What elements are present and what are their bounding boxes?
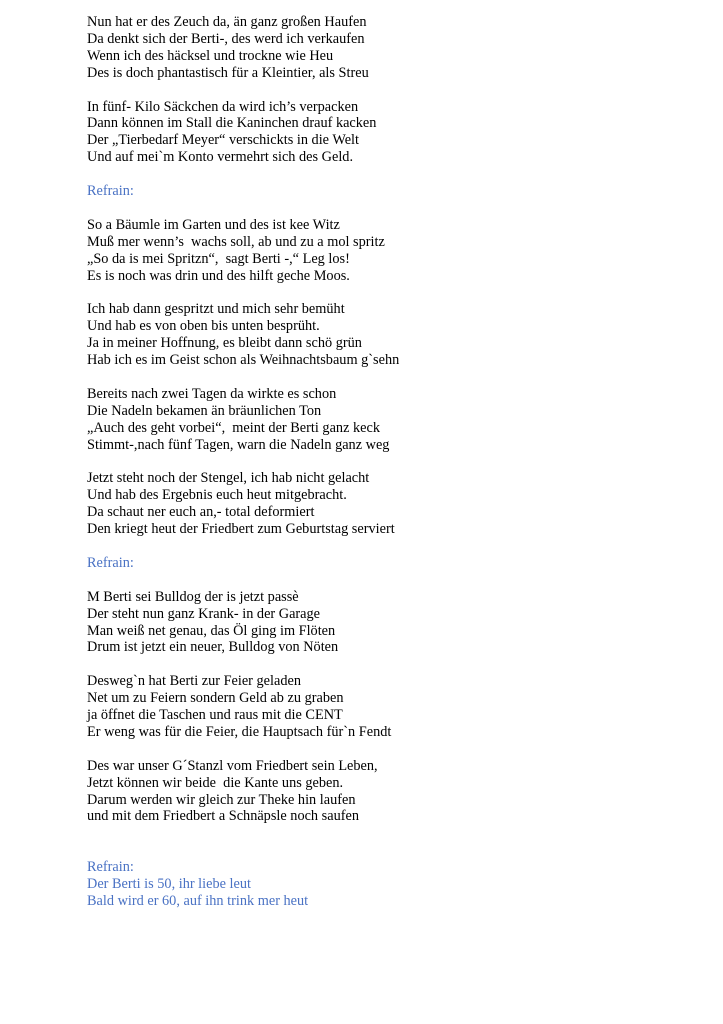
verse-line: „Auch des geht vorbei“, meint der Berti ganz keck [87, 419, 380, 436]
verse-line: M Berti sei Bulldog der is jetzt passè [87, 588, 299, 605]
refrain-final [87, 859, 687, 910]
verse-line: Dann können im Stall die Kaninchen drauf kacken [87, 115, 377, 132]
verse-line: Die Nadeln bekamen än bräunlichen Ton [87, 402, 322, 419]
verse-line: Und hab es von oben bis unten besprüht. [87, 318, 320, 335]
stanza-8 [87, 673, 687, 741]
refrain-label: Refrain: [87, 859, 134, 876]
refrain-heading-2 [87, 555, 687, 572]
verse-line: Stimmt-,nach fünf Tagen, warn die Nadeln ganz weg [87, 436, 390, 453]
verse-line: Da denkt sich der Berti-, des werd ich verkaufen [87, 30, 365, 47]
stanza-6 [87, 470, 687, 538]
stanza-7 [87, 589, 687, 657]
verse-line: So a Bäumle im Garten und des ist kee Witz [87, 216, 340, 233]
verse-line: Der steht nun ganz Krank- in der Garage [87, 605, 321, 622]
spacer [87, 842, 687, 859]
verse-line: Desweg`n hat Berti zur Feier geladen [87, 673, 301, 690]
verse-line: Drum ist jetzt ein neuer, Bulldog von Nöten [87, 639, 339, 656]
stanza-5 [87, 386, 687, 454]
verse-line: Es is noch was drin und des hilft geche Moos. [87, 267, 350, 284]
verse-line: Ja in meiner Hoffnung, es bleibt dann schö grün [87, 335, 362, 352]
verse-line: Des war unser G´Stanzl vom Friedbert sein Leben, [87, 757, 378, 774]
verse-line: Wenn ich des häcksel und trockne wie Heu [87, 47, 334, 64]
lyrics-text [87, 14, 687, 927]
verse-line: Net um zu Feiern sondern Geld ab zu graben [87, 690, 344, 707]
verse-line: „So da is mei Spritzn“, sagt Berti -,“ Leg los! [87, 250, 350, 267]
verse-line: Man weiß net genau, das Öl ging im Flöten [87, 622, 336, 639]
stanza-1 [87, 14, 687, 82]
verse-line: Und hab des Ergebnis euch heut mitgebracht. [87, 487, 347, 504]
verse-line: Der „Tierbedarf Meyer“ verschickts in die Welt [87, 132, 359, 149]
refrain-heading-1 [87, 183, 687, 200]
verse-line: Da schaut ner euch an,- total deformiert [87, 504, 315, 521]
verse-line: Darum werden wir gleich zur Theke hin laufen [87, 791, 356, 808]
verse-line: Ich hab dann gespritzt und mich sehr bemüht [87, 301, 345, 318]
refrain-line: Der Berti is 50, ihr liebe leut [87, 876, 251, 893]
verse-line: Muß mer wenn’s wachs soll, ab und zu a mol spritz [87, 233, 385, 250]
stanza-3 [87, 217, 687, 285]
verse-line: Jetzt können wir beide die Kante uns geben. [87, 774, 344, 791]
stanza-2 [87, 99, 687, 167]
verse-line: ja öffnet die Taschen und raus mit die CENT [87, 707, 343, 724]
verse-line: Hab ich es im Geist schon als Weihnachtsbaum g`sehn [87, 352, 400, 369]
verse-line: Jetzt steht noch der Stengel, ich hab nicht gelacht [87, 470, 370, 487]
refrain-line: Bald wird er 60, auf ihn trink mer heut [87, 892, 309, 909]
stanza-4 [87, 301, 687, 369]
verse-line: Bereits nach zwei Tagen da wirkte es schon [87, 385, 337, 402]
refrain-label: Refrain: [87, 183, 134, 200]
verse-line: In fünf- Kilo Säckchen da wird ich’s verpacken [87, 98, 359, 115]
stanza-9 [87, 758, 687, 826]
verse-line: Nun hat er des Zeuch da, än ganz großen Haufen [87, 14, 367, 30]
refrain-label: Refrain: [87, 554, 134, 571]
verse-line: Den kriegt heut der Friedbert zum Geburtstag serviert [87, 521, 395, 538]
verse-line: Des is doch phantastisch für a Kleintier, als Streu [87, 64, 369, 81]
verse-line: und mit dem Friedbert a Schnäpsle noch saufen [87, 808, 359, 825]
verse-line: Und auf mei`m Konto vermehrt sich des Geld. [87, 149, 354, 166]
verse-line: Er weng was für die Feier, die Hauptsach für`n Fendt [87, 723, 392, 740]
